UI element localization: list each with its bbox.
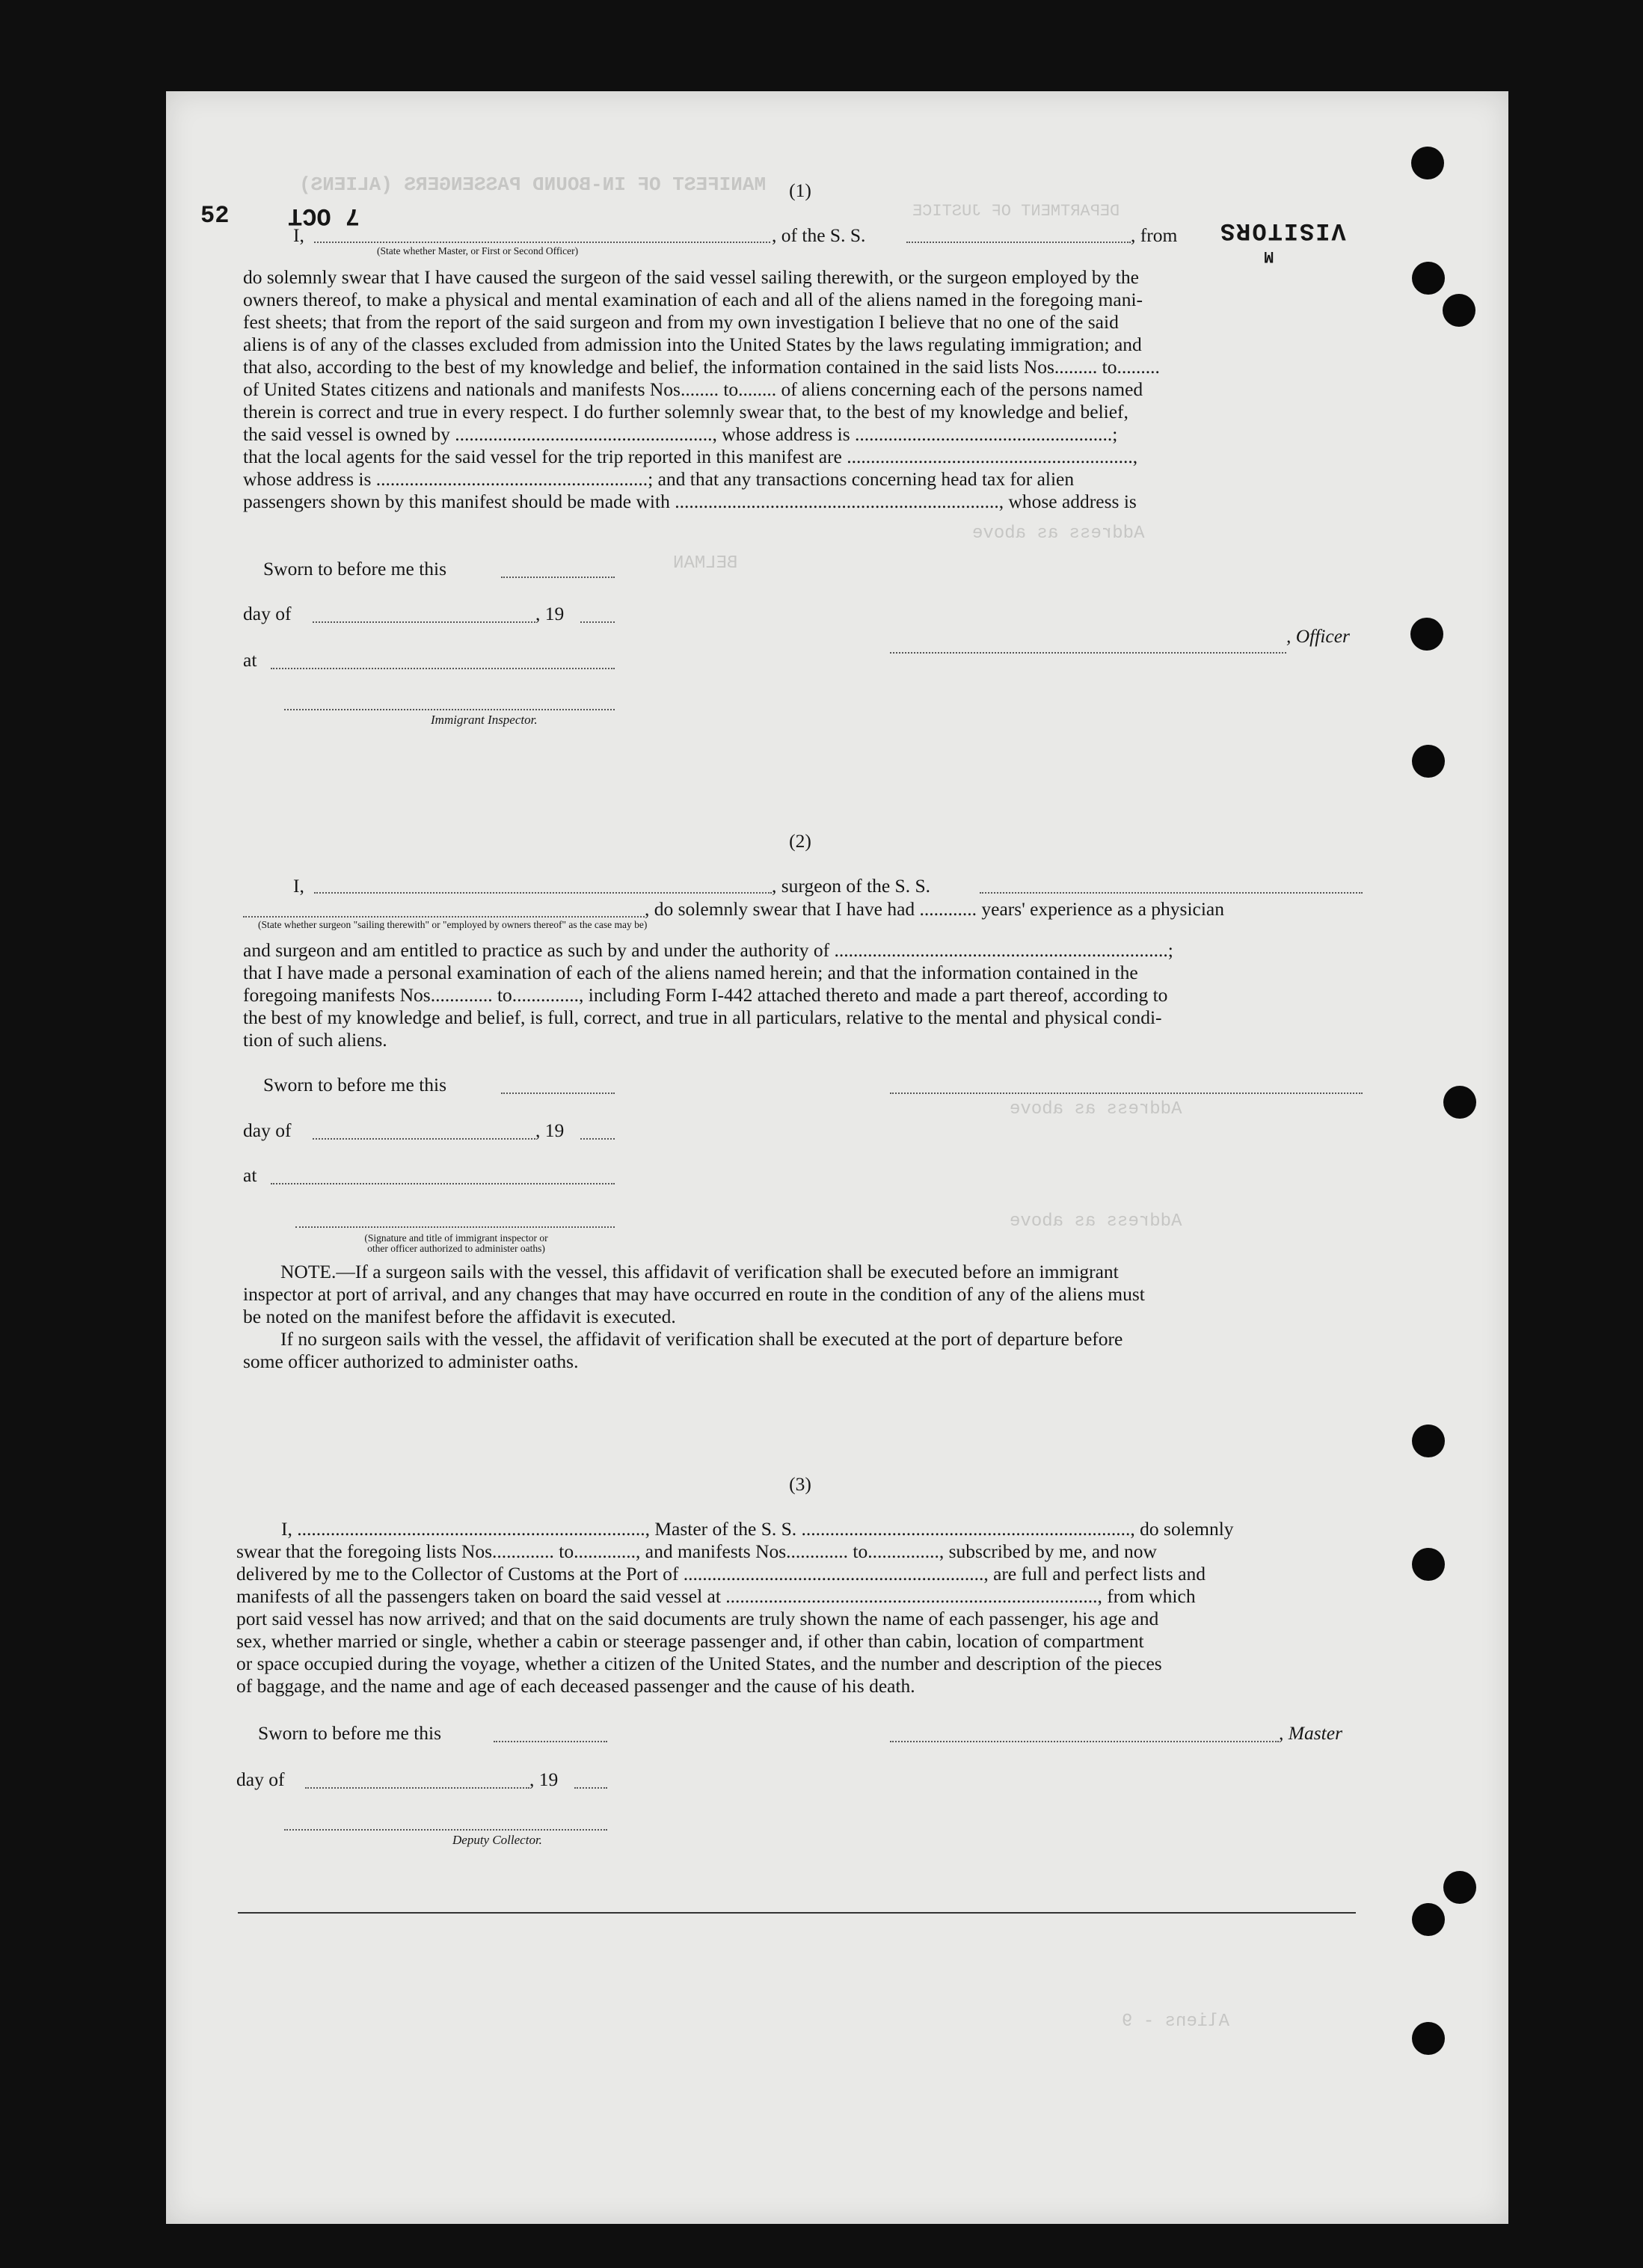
note-line: inspector at port of arrival, and any changes that may have occurred en route in the condition of any of the aliens must [243,1283,1145,1305]
s2-line: foregoing manifests Nos............. to.............., including Form I-442 attached thereto and made a part thereof, according to [243,984,1168,1006]
section1-I: I, [293,224,304,246]
note-line: be noted on the manifest before the affidavit is executed. [243,1306,676,1327]
s1-sworn-label: Sworn to before me this [263,558,447,580]
s1-line: do solemnly swear that I have caused the surgeon of the said vessel sailing therewith, or the surgeon employed by the [243,266,1139,288]
s3-line: delivered by me to the Collector of Customs at the Port of ..............................................................., are full and perfect lists and [236,1563,1206,1585]
s3-day-label: day of [236,1768,285,1790]
s3-line: manifests of all the passengers taken on board the said vessel at .............................................................................., from which [236,1585,1196,1607]
bottom-rule [238,1912,1356,1914]
s2-line: tion of such aliens. [243,1029,387,1051]
s2-19-label: , 19 [535,1119,565,1141]
s3-sworn-label: Sworn to before me this [258,1722,442,1744]
section1-number: (1) [789,179,811,201]
s2-at-label: at [243,1164,257,1186]
punch-hole [1410,618,1443,651]
s1-line: owners thereof, to make a physical and mental examination of each and all of the aliens named in the foregoing mani- [243,289,1143,310]
officer-note: (State whether Master, or First or Second Officer) [377,245,579,256]
punch-hole [1412,1548,1445,1581]
s3-line: or space occupied during the voyage, whether a citizen of the United States, and the number and description of the pieces [236,1653,1162,1674]
punch-hole [1443,1086,1476,1119]
s1-day-label: day of [243,603,292,624]
sig-note-2: other officer authorized to administer oaths) [367,1243,545,1254]
punch-hole [1412,1903,1445,1936]
s2-line: and surgeon and am entitled to practice as such by and under the authority of ......................................................................; [243,939,1173,961]
s3-line: I, ........................................................................., Master of the S. S. ....................................................................., do solemnly [281,1518,1234,1540]
section2-number: (2) [789,830,811,852]
master-label: , Master [1279,1722,1342,1744]
s1-line: that the local agents for the said vessel for the trip reported in this manifest are ............................................................, [243,446,1138,467]
s2-line: that I have made a personal examination of each of the aliens named herein; and that the information contained in the [243,962,1138,983]
s1-line: therein is correct and true in every respect. I do further solemnly swear that, to the best of my knowledge and belief, [243,401,1128,422]
s1-19-label: , 19 [535,603,565,624]
date-stamp: 7 OCT [288,202,360,230]
s2-day-label: day of [243,1119,292,1141]
s3-line: port said vessel has now arrived; and that on the said documents are truly shown the name of each passenger, his age and [236,1608,1159,1629]
s1-line: whose address is .........................................................; and that any transactions concerning head tax for alien [243,468,1075,490]
note2-line: some officer authorized to administer oaths. [243,1350,579,1372]
s3-line: swear that the foregoing lists Nos............. to............., and manifests Nos............. to..............., subscribed by me, and now [236,1540,1157,1562]
s2-line2: , do solemnly swear that I have had ............ years' experience as a physician [645,898,1224,920]
visitors-stamp: VISITORS [1219,217,1346,245]
note-label: NOTE. [280,1261,337,1282]
s1-line: aliens is of any of the classes excluded from admission into the United States by the laws regulating immigration; and [243,334,1142,355]
section1-from: , from [1131,224,1178,246]
officer-label: , Officer [1286,625,1350,647]
section1-of-ss: , of the S. S. [772,224,866,246]
punch-hole [1412,262,1445,295]
sig-note-1: (Signature and title of immigrant inspector or [364,1232,548,1244]
punch-hole [1412,1425,1445,1457]
s3-line: sex, whether married or single, whether a cabin or steerage passenger and, if other than cabin, location of compartment [236,1630,1144,1652]
punch-hole [1411,147,1444,179]
s1-line: fest sheets; that from the report of the said surgeon and from my own investigation I believe that no one of the said [243,311,1119,333]
s1-line: passengers shown by this manifest should be made with ...................................................................., whose address is [243,491,1137,512]
s1-line: that also, according to the best of my knowledge and belief, the information contained in the said lists Nos......... to......... [243,356,1160,378]
s1-at-label: at [243,649,257,671]
s2-sworn-label: Sworn to before me this [263,1074,447,1095]
year-stamp: 52 [200,202,230,230]
immigrant-inspector-label: Immigrant Inspector. [431,713,538,727]
stamp-mark: M [1264,247,1274,265]
surgeon-note: (State whether surgeon "sailing therewith" or "employed by owners thereof" as the case may be) [258,919,648,930]
section3-number: (3) [789,1473,811,1495]
s2-I: I, [293,875,304,897]
punch-hole [1412,2022,1445,2055]
note2-line: If no surgeon sails with the vessel, the affidavit of verification shall be executed at the port of departure before [280,1328,1123,1350]
s2-surgeon-of: , surgeon of the S. S. [772,875,931,897]
punch-hole [1443,294,1475,327]
s3-line: of baggage, and the name and age of each deceased passenger and the cause of his death. [236,1675,915,1697]
s3-19-label: , 19 [529,1768,559,1790]
s1-line: the said vessel is owned by ......................................................, whose address is ......................................................; [243,423,1118,445]
note-line: —If a surgeon sails with the vessel, this affidavit of verification shall be executed before an immigrant [336,1261,1119,1282]
s2-line: the best of my knowledge and belief, is full, correct, and true in all particulars, relative to the mental and physical condi- [243,1007,1162,1028]
punch-hole [1443,1871,1476,1904]
s1-line: of United States citizens and nationals and manifests Nos........ to........ of aliens concerning each of the persons named [243,378,1143,400]
punch-hole [1412,745,1445,778]
deputy-collector-label: Deputy Collector. [452,1833,542,1847]
